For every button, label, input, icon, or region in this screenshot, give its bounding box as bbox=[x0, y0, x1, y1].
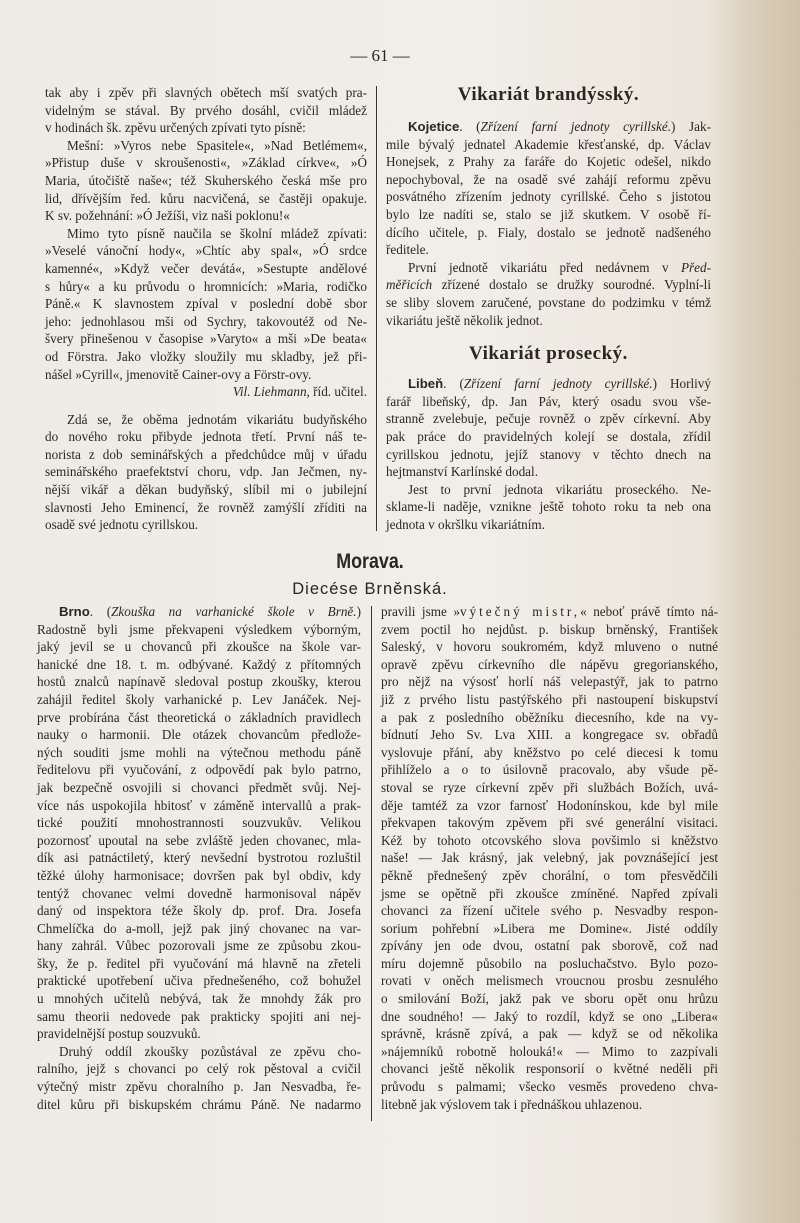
text-line: sorium pohřební »Libera me Domine«. Jisté oddíly bbox=[381, 920, 718, 936]
text-line: jeho: jednohlasou mši od Sychry, takovoutéž od Ne- bbox=[45, 313, 367, 329]
spacer bbox=[45, 401, 367, 411]
text-line: Mimo tyto písně naučila se školní mládež zpívati: bbox=[67, 225, 367, 241]
lead-word: Kojetice bbox=[408, 119, 460, 134]
page-number: — 61 — bbox=[350, 46, 410, 65]
text-line: Zdá se, že oběma jednotám vikariátu budyňského bbox=[67, 411, 367, 427]
text-line: posvátného zřízením jednoty cyrillské. Čeho s jistotou bbox=[386, 189, 711, 205]
text-line: dík asi patnáctiletý, který nevšední bystrotou rozluštil bbox=[37, 850, 361, 866]
text-line bbox=[386, 375, 711, 393]
text-span: ) bbox=[356, 604, 361, 619]
heading-vikariat-brandyssky: Vikariát brandýsský. bbox=[457, 84, 640, 105]
text-line: norista z dob seminářských a předchůdce můj v úřadu bbox=[45, 446, 367, 462]
text-line: průvodu s palmami; všecko vesměs provedeno chva- bbox=[381, 1079, 718, 1095]
text-span: První jednotě vikariátu před nedávnem v bbox=[408, 259, 681, 275]
text-line: hostů znalců napínavě sledoval postup zkoušky, kterou bbox=[37, 674, 361, 690]
text-line: jaký jevil se u chovanců při zkoušce na škole var- bbox=[37, 639, 361, 655]
text-line: chovanci ještě několik responsorií o květné neděli při bbox=[381, 1061, 718, 1077]
text-line: o smilování Boží, jakž pak ve sboru opět onu hrůzu bbox=[381, 991, 718, 1007]
text-line: od Förstra. Jako vložky sloužily mu skladby, jež při- bbox=[45, 348, 367, 364]
signature bbox=[45, 383, 367, 401]
paragraph bbox=[45, 84, 367, 137]
text-line: Saleský, v hovoru soukromém, když mluveno o nutné bbox=[381, 639, 718, 655]
text-line: K sv. požehnání: »Ó Ježíši, viz naši poklonu!« bbox=[45, 208, 290, 224]
text-line: jak bezpečně osvojili si chovanci předmět svůj. Nej- bbox=[37, 779, 361, 795]
text-line: ředitelovu při vyučování, z odpovědí pak bylo patrno, bbox=[37, 762, 361, 778]
text-line: Maria, útočiště naše«; též Skuherského česká mše pro bbox=[45, 172, 367, 188]
text-span: . bbox=[459, 119, 463, 134]
text-line bbox=[386, 118, 711, 136]
text-line: Páně.« K slavnostem zpíval v poslední době sbor bbox=[45, 296, 367, 312]
text-line: tické použití mnohostrannosti souzvukův. Velikou bbox=[37, 815, 361, 831]
text-line: ralního, jejž s chovanci po celý rok pěstoval a cvičil bbox=[37, 1061, 361, 1077]
text-line: s hůry« a ku průvodu o hromnicích: »Maria, rodičko bbox=[45, 278, 367, 294]
text-span: ) Jak- bbox=[671, 119, 711, 134]
text-line: již z prvého listu pastýřského při nastoupení biskupství bbox=[381, 691, 718, 707]
text-line: nauky o harmonii. Dle otázek chovancům předlože- bbox=[37, 727, 361, 743]
text-span: . bbox=[89, 604, 94, 619]
text-line: švery přinešenou v časopise »Varyto« a mši »De beata« bbox=[45, 331, 367, 347]
text-line: tak aby i zpěv při slavných obětech mší svatých pra- bbox=[45, 85, 367, 100]
text-line: pěkně přednešený zpěv chorální, o tom přesvědčili bbox=[381, 867, 718, 883]
top-right-column bbox=[386, 86, 711, 533]
paragraph bbox=[386, 118, 711, 259]
section-liben bbox=[386, 375, 711, 533]
paragraph bbox=[37, 1043, 361, 1113]
italic-text: Zkouška na varhanické škole v Brně. bbox=[111, 604, 357, 619]
text-line: nepochyboval, že na osadě své zahájí reformu zpěvu bbox=[386, 171, 711, 187]
text-span: ( bbox=[446, 376, 464, 392]
paragraph bbox=[45, 411, 367, 534]
text-line: »Přistup duše v skroušenosti«, »Základ církve«, »Ó bbox=[45, 155, 367, 171]
text-line: se sliby slovem zaručené, povstane do podzimku v témž bbox=[386, 294, 711, 310]
text-line: vyslovuje přání, aby kněžstvo po celé diecesi k tomu bbox=[381, 744, 718, 760]
text-line: »Veselé vánoční hody«, »Chtíc aby spal«, »Ó srdce bbox=[45, 243, 367, 259]
italic-text: měřicích bbox=[386, 277, 433, 293]
paragraph bbox=[45, 225, 367, 383]
text-line: zpívány jen ode dvou, ostatní pak sborově, což nad bbox=[381, 938, 718, 954]
text-line bbox=[381, 603, 718, 621]
text-span: « neboť právě tímto ná- bbox=[580, 604, 718, 619]
spaced-text: výtečný mistr, bbox=[459, 604, 581, 619]
text-span: . bbox=[443, 376, 447, 392]
text-line: nášel »Cyrill«, jmenovitě Cainer-ovy a Förstr-ovy. bbox=[45, 366, 312, 382]
text-line: stoval se ryze církevní zpěv při službách Božích, uvá- bbox=[381, 779, 718, 795]
text-line: hany zahrál. Vůbec pozorovali jsme ze způsobu zkou- bbox=[37, 938, 361, 954]
section-kojetice bbox=[386, 118, 711, 329]
text-span: zřízené dostalo se družky sourodné. Vyplní-li bbox=[432, 277, 711, 293]
text-line: daný od inspektora téže školy dp. prof. Dra. Josefa bbox=[37, 903, 361, 919]
text-line: bídnutí Jeho Sv. Lva XIII. a kongregace sv. obřadů bbox=[381, 727, 718, 743]
text-line: naše! — Jak krásný, jak velebný, jak povznášející jest bbox=[381, 850, 718, 866]
text-line: farář libeňský, dp. Jan Páv, který osadu svou vše- bbox=[386, 393, 711, 409]
text-line: bylo lze nadíti se, stalo se již skutkem. V osobě ří- bbox=[386, 206, 711, 222]
text-line: výtečný mistr zpěvu choralního p. Jan Nesvadba, ře- bbox=[37, 1079, 361, 1095]
text-line: pozornosť upoutal na sebe zvláště jeden chovanec, mla- bbox=[37, 832, 361, 848]
lead-word: Brno bbox=[59, 604, 90, 619]
text-line: pro nějž na výsosť horlí náš velepastýř, jak to patrno bbox=[381, 674, 718, 690]
text-line: Druhý oddíl zkoušky pozůstával ze zpěvu cho- bbox=[59, 1043, 361, 1059]
section-title: Morava. bbox=[336, 550, 404, 573]
bottom-left-column bbox=[37, 603, 361, 1113]
text-span: pravili jsme » bbox=[381, 604, 460, 619]
text-line: dícího učitele, p. Fialy, dostalo se jednotě nadšeného bbox=[386, 224, 711, 240]
text-line: tentýž chovanec velmi dovedně harmonisoval nápěv bbox=[37, 885, 361, 901]
text-line: hejtmanství Karlínské dodal. bbox=[386, 464, 538, 480]
text-span: ) Horlivý bbox=[652, 376, 711, 392]
text-line: a pak z posledního oběžníku diecesního, kde na vy- bbox=[381, 709, 718, 725]
text-line: »nájemníků robotně holouká!« — Mimo to zazpívali bbox=[381, 1043, 718, 1059]
text-line bbox=[45, 383, 367, 401]
text-line: pravidelnější postup souzvuků. bbox=[37, 1026, 201, 1042]
italic-text: Zřízení farní jednoty cyrillské. bbox=[480, 119, 672, 134]
lead-word: Libeň bbox=[408, 376, 444, 392]
paragraph bbox=[386, 259, 711, 329]
paragraph bbox=[45, 137, 367, 225]
text-line: mile bývalý jednatel Akademie křesťanské, dp. Václav bbox=[386, 136, 711, 152]
text-line: Radostně byli jsme překvapeni výsledkem výborným, bbox=[37, 621, 361, 637]
text-line: Chmelíčka do a-moll, jejž pak jiný chovanec na var- bbox=[37, 920, 361, 936]
text-line: u mnohých učitelů nebývá, tak že mnohdy žák pro bbox=[37, 991, 361, 1007]
text-line: děje tamtéž za vzor farnosť Hodonínskou, kde byl mile bbox=[381, 797, 718, 813]
text-line: do nového roku přibyde jednota třetí. První náš te- bbox=[45, 429, 367, 445]
text-line: Mešní: »Vyros nebe Spasitele«, »Nad Betlémem«, bbox=[67, 137, 367, 153]
text-line: kamenné«, »Když večer devátá«, »Sestupte andělové bbox=[45, 260, 367, 276]
text-line: lid, dřívějším řed. kůru nacvičená, se častěji opakuje. bbox=[45, 190, 367, 206]
text-line: cyrillskou jednotu, jejíž stanovy v těchto dnech na bbox=[386, 446, 711, 462]
text-line: zvem poctil ho nejdůst. p. biskup brněnský, František bbox=[381, 621, 718, 637]
text-line: pak práce do pravidelných kolejí se dostala, zřídil bbox=[386, 428, 711, 444]
text-line bbox=[37, 603, 361, 621]
column-divider-top bbox=[376, 86, 377, 531]
italic-text: Zřízení farní jednoty cyrillské. bbox=[463, 376, 653, 392]
text-line: více nás uspokojila hbitosť v záměně intervallů a prak- bbox=[37, 797, 361, 813]
column-divider-bottom bbox=[371, 606, 372, 1121]
text-line: rovati v oněch melismech vroucnou prosbu zesnulého bbox=[381, 973, 718, 989]
text-line: praktické upotřebení učiva přednešeného, což bohužel bbox=[37, 973, 361, 989]
italic-text: Před- bbox=[680, 259, 711, 275]
paragraph bbox=[37, 603, 361, 1043]
text-line: sklame-li naděje, vznikne ještě tohoto roku ta neb ona bbox=[386, 499, 711, 515]
text-line: Honejsek, z Prahy za faráře do Kojetic odešel, nikdo bbox=[386, 154, 711, 170]
text-span: ( bbox=[462, 119, 481, 134]
text-line: Kéž by tohoto otcovského slova povšimlo si kněžstvo bbox=[381, 832, 718, 848]
text-line bbox=[386, 259, 711, 277]
text-line: zahájil ředitel školy varhanické p. Lev Janáček. Nej- bbox=[37, 691, 361, 707]
text-line: litebně jak výslovem tak i přednáškou uhlazenou. bbox=[381, 1096, 643, 1112]
text-line: videlným se stával. By prvého dosáhl, cvičil mládež bbox=[45, 102, 367, 118]
text-line: seminářského praefektství choru, vdp. Jan Ječmen, ny- bbox=[45, 464, 367, 480]
text-line: prve probírána část theoretická o základních pravidlech bbox=[37, 709, 361, 725]
italic-text: Vil. Liehmann, bbox=[232, 384, 310, 400]
text-line: ných souditi jsme mohli na výtečnou methodu páně bbox=[37, 744, 361, 760]
paragraph bbox=[381, 603, 718, 1113]
text-line: slavnosti Jeho Eminencí, že rovněž zamýšlí zříditi na bbox=[45, 499, 367, 515]
bottom-right-column bbox=[381, 603, 718, 1113]
text-line: hanické dne 18. t. m. odbývané. Každý z přítomných bbox=[37, 656, 361, 672]
paragraph bbox=[386, 481, 711, 534]
text-line: stranně zvelebuje, pečuje rovněž o zpěv církevní. Aby bbox=[386, 411, 711, 427]
text-line: jednota v okršlku vikariátním. bbox=[386, 516, 545, 532]
text-line: přihlíželo a o to úsilovně pracovalo, aby všude pě- bbox=[381, 762, 718, 778]
text-line: chovanci za řízení učitele svého p. Nesvadby respon- bbox=[381, 903, 718, 919]
text-line: osadě své jednotu cyrillskou. bbox=[45, 517, 199, 533]
text-line: Jest to první jednota vikariátu proseckého. Ne- bbox=[408, 481, 711, 497]
text-line: samu theorii nedovede pak prakticky spojiti ani nej- bbox=[37, 1008, 361, 1024]
paragraph bbox=[386, 375, 711, 481]
text-line: ditel kůru při biskupském chrámu Páně. Ne nadarmo bbox=[37, 1096, 361, 1112]
text-line: ředitele. bbox=[386, 242, 429, 258]
text-span: říd. učitel. bbox=[309, 384, 367, 400]
text-line: vikariátu ještě několik jednot. bbox=[386, 312, 543, 328]
text-line: míru dojemně působilo na posluchačstvo. Bylo pozo- bbox=[381, 955, 718, 971]
text-line: dne soudného! — Jaký to rozdíl, když se ono „Libera« bbox=[381, 1008, 718, 1024]
text-line bbox=[386, 276, 711, 294]
heading-vikariat-prosecky: Vikariát prosecký. bbox=[469, 343, 628, 365]
text-line: správně, krásně zpívá, a pak — když se od několika bbox=[381, 1026, 718, 1042]
text-line: jsme se opětně při zkoušce zmíněné. Napřed zpívali bbox=[381, 885, 718, 901]
text-line: šky, že p. ředitel při vyučování má hlavně na zřeteli bbox=[37, 955, 361, 971]
text-line: opravě zpěvu církevního dle nápěvu gregorianského, bbox=[381, 656, 718, 672]
section-subtitle: Diecése Brněnská. bbox=[292, 580, 448, 598]
text-span: ( bbox=[93, 604, 112, 619]
text-line: překvapen takovým zpěvem při své generální visitaci. bbox=[381, 815, 718, 831]
text-line: nější vikář a děkan budyňský, slíbil mi o jubilejní bbox=[45, 482, 367, 498]
text-line: těžké úlohy harmonisace; dovršen pak byl obdiv, kdy bbox=[37, 867, 361, 883]
top-left-column bbox=[45, 84, 367, 534]
text-line: v hodinách šk. zpěvu určených zpívati tyto písně: bbox=[45, 120, 306, 136]
